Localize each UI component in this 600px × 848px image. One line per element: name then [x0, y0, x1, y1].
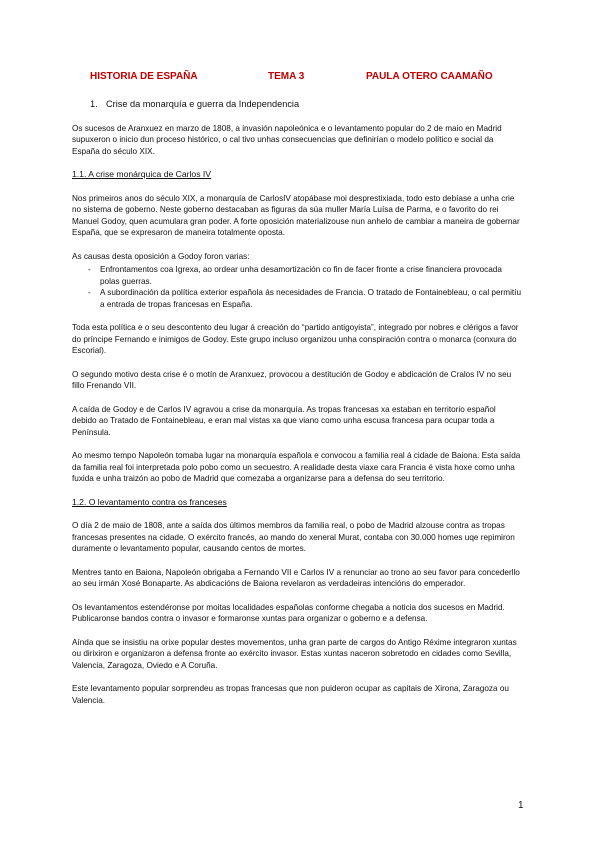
cause-list: [72, 264, 522, 310]
page-number: 1: [518, 800, 524, 811]
section-heading: [90, 99, 522, 111]
subsection-heading-2: 1.2. O levantamento contra os franceses: [72, 496, 227, 507]
section-number: 1.: [90, 99, 98, 109]
paragraph: Os levantamentos estendéronse por moitas localidades españolas conforme chegaba a noticia dos sucesos en Madrid. Publicaronse bandos contra o invasor e formaronse xuntas para organizar o goberno e a defensa.: [72, 602, 505, 623]
list-item: - Enfrontamentos coa Igrexa, ao ordear unha desamortización co fin de facer fronte a crise financiera provocada polas guerras.: [72, 264, 522, 287]
header-subject: HISTORIA DE ESPAÑA: [90, 71, 198, 82]
list-item: - A subordinación da política exterior española ás necesidades de Francia. O tratado de Fontainebleau, o cal permitíu a entrada de tropas francesas en España.: [72, 287, 522, 310]
paragraph: Ao mesmo tempo Napoleón tomaba lugar na monarquía española e convocou a familia real á cidade de Baiona. Esta saída da familia real foi interpretada polo pobo como un secuestro. A realidade desta viaxe cara Francia é vista hoxe como unha fuxida e unha traizón ao pobo de Madrid que comezaba a organizarse para a defensa do seu territorio.: [72, 451, 521, 483]
header-author: PAULA OTERO CAAMAÑO: [366, 71, 493, 82]
paragraph: O día 2 de maio de 1808, ante a saída dos últimos membros da familia real, o pobo de Madrid alzouse contra as tropas francesas presentes na cidade. O exército francés, ao mando do xeneral Murat, contaba con 30.000 homes uqe repimiron duramente o levantamento popular, causando centos de mortes.: [72, 521, 515, 553]
subsection-heading-1: 1.1. A crise monárquica de Carlos IV: [72, 169, 212, 179]
paragraph: Aínda que se insistiu na orixe popular destes movementos, unha gran parte de cargos do Antigo Réxime integraron xuntas ou dirixiron e organizaron a defensa fronte ao exército invasor. Estas xuntas naceron sobretodo en cidades como Sevilla, Valencia, Zaragoza, Oviedo e A Coruña.: [72, 637, 517, 670]
paragraph: Este levantamento popular sorprendeu as tropas francesas que non puideron ocupar as capitais de Xirona, Zaragoza ou Valencia.: [72, 684, 509, 705]
header-topic: TEMA 3: [268, 71, 305, 82]
paragraph: Toda esta política e o seu descontento deu lugar á creación do “partido antigoyista”, integrado por nobres e clérigos a favor do príncipe Fernando e inimigos de Godoy. Este grupo incluso organizou unha conspiración contra o monarca (conxura do Escorial).: [72, 323, 519, 355]
page-header: [90, 71, 540, 85]
paragraph: As causas desta oposición a Godoy foron varias:: [72, 251, 250, 261]
paragraph: Mentres tanto en Baiona, Napoleón obrigaba a Fernando VII e Carlos IV a renunciar ao trono ao seu favor para concederllo ao seu irmán Xosé Bonaparte. As abdicacións de Baiona revelaron as verdadeiras intencións do emperador.: [72, 567, 520, 588]
section-title: Crise da monarquía e guerra da Independencia: [106, 99, 300, 109]
paragraph: O segundo motivo desta crise é o motín de Aranxuez, provocou a destitución de Godoy e abdicación de Cralos IV no seu fillo Frenando VII.: [72, 369, 512, 390]
intro-paragraph: Os sucesos de Aranxuez en marzo de 1808, a invasión napoleónica e o levantamento popular do 2 de maio en Madrid supuxeron o inicio dun proceso histórico, o cal tivo unhas consecuencias que definirían o modelo político e social da España do século XIX.: [72, 123, 502, 156]
paragraph: A caída de Godoy e de Carlos IV agravou a crise da monarquía. As tropas francesas xa estaban en territorio español debido ao Tratado de Fontainebleau, e eran mal vistas xa que viano como unha escusa francesa para ocupar toda a Península.: [72, 404, 496, 437]
document-body: [72, 99, 522, 718]
paragraph: Nos primeiros anos do século XIX, a monarquía de CarlosIV atopábase moi desprestixiada, todo esto debíase a unha crie no sistema de goberno. Neste goberno destacaban as figuras da súa muller María Luísa de Parma, e o favorito do rei Manuel Godoy, quen acumulara gran poder. A forte oposición materializouse nun anhelo de cambiar a maneira de gobernar España, que se expresaron de maneira totalmente oposta.: [72, 193, 520, 237]
